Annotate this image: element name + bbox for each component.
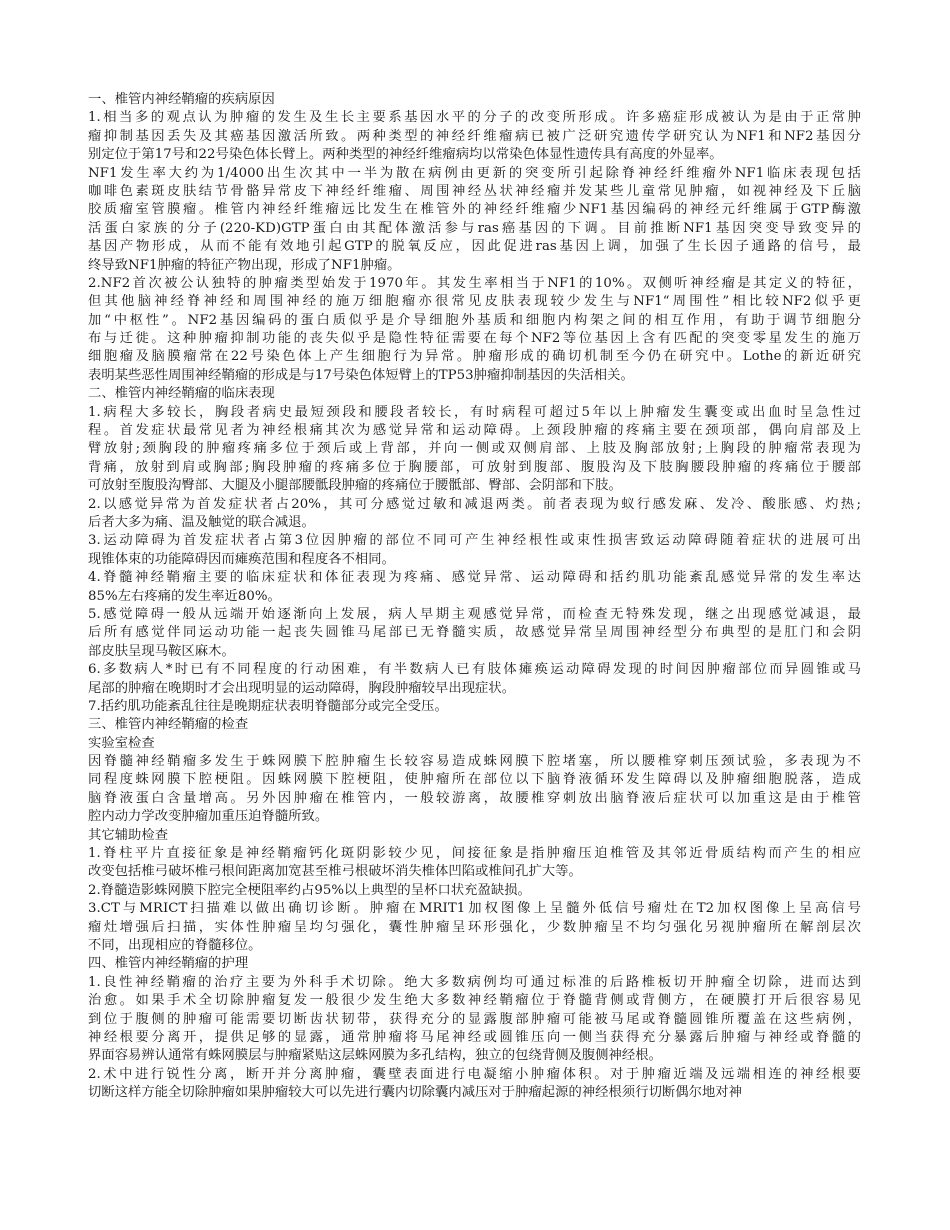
document-body	[88, 91, 861, 1102]
text-line: 5.感觉障碍一般从远端开始逐渐向上发展，病人早期主观感觉异常，而检查无特殊发现，继之出现感觉减退，最	[88, 606, 861, 622]
paragraph	[88, 661, 861, 698]
text-line: 2.术中进行锐性分离，断开并分离肿瘤，囊壁表面进行电凝缩小肿瘤体积。对于肿瘤近端及远端相连的神经根要	[88, 1066, 861, 1082]
text-line: 腔内动力学改变肿瘤加重压迫脊髓所致。	[88, 809, 329, 825]
text-line: 别定位于第17号和22号染色体长臂上。两种类型的神经纤维瘤病均以常染色体显性遗传具有高度的外显率。	[88, 147, 723, 163]
text-line: 三、椎管内神经鞘瘤的检查	[88, 717, 249, 733]
text-line: 后者大多为痛、温及触觉的联合减退。	[88, 514, 315, 530]
text-line: 布与迁徙。这种肿瘤抑制功能的丧失似乎是隐性特征需要在每个NF2等位基因上含有匹配的突变零星发生的施万	[88, 331, 861, 347]
text-line: 界面容易辨认通常有蛛网膜层与肿瘤紧贴这层蛛网膜为多孔结构，独立的包绕背侧及腹侧神经根。	[88, 1048, 662, 1064]
paragraph	[88, 1066, 861, 1103]
text-line: 4.脊髓神经鞘瘤主要的临床症状和体征表现为疼痛、感觉异常、运动障碍和括约肌功能紊乱感觉异常的发生率达	[88, 570, 861, 586]
text-line: 2.以感觉异常为首发症状者占20%，其可分感觉过敏和减退两类。前者表现为蚁行感发麻、发冷、酸胀感、灼热;	[88, 496, 861, 512]
text-line: 后所有感觉伴同运动功能一起丧失圆锥马尾部已无脊髓实质，故感觉异常呈周围神经型分布典型的是肛门和会阴	[88, 625, 861, 641]
section-heading	[88, 91, 861, 109]
text-line: NF1发生率大约为1/4000出生次其中一半为散在病例由更新的突变所引起除脊神经纤维瘤外NF1临床表现包括	[88, 165, 861, 181]
text-line: 同程度蛛网膜下腔梗阻。因蛛网膜下腔梗阻，使肿瘤所在部位以下脑脊液循环发生障碍以及肿瘤细胞脱落，造成	[88, 772, 861, 788]
text-line: 尾部的肿瘤在晚期时才会出现明显的运动障碍，胸段肿瘤较早出现症状。	[88, 680, 516, 696]
text-line: 瘤灶增强后扫描，实体性肿瘤呈均匀强化，囊性肿瘤呈环形强化，少数肿瘤呈不均匀强化另视肿瘤所在解剖层次	[88, 919, 861, 935]
text-line: 可放射至腹股沟臀部、大腿及小腿部腰骶段肿瘤的疼痛位于腰骶部、臀部、会阴部和下肢。	[88, 478, 622, 494]
text-line: 2.脊髓造影蛛网膜下腔完全梗阻率约占95%以上典型的呈杯口状充盈缺损。	[88, 882, 531, 898]
text-line: 1.良性神经鞘瘤的治疗主要为外科手术切除。绝大多数病例均可通过标准的后路椎板切开肿瘤全切除，进而达到	[88, 974, 861, 990]
text-line: 治愈。如果手术全切除肿瘤复发一般很少发生绝大多数神经鞘瘤位于脊髓背侧或背侧方，在硬膜打开后很容易见	[88, 993, 861, 1009]
section-heading	[88, 955, 861, 973]
section-heading	[88, 385, 861, 403]
paragraph	[88, 900, 861, 955]
paragraph	[88, 606, 861, 661]
section-heading	[88, 827, 861, 845]
text-line: 二、椎管内神经鞘瘤的临床表现	[88, 386, 275, 402]
paragraph	[88, 569, 861, 606]
text-line: 85%左右疼痛的发生率近80%。	[88, 588, 281, 604]
paragraph	[88, 165, 861, 275]
paragraph	[88, 109, 861, 164]
paragraph	[88, 404, 861, 496]
text-line: 表明某些恶性周围神经鞘瘤的形成是与17号染色体短臂上的TP53肿瘤抑制基因的失活相关。	[88, 367, 634, 383]
text-line: 四、椎管内神经鞘瘤的护理	[88, 956, 249, 972]
text-line: 1.病程大多较长，胸段者病史最短颈段和腰段者较长，有时病程可超过5年以上肿瘤发生囊变或出血时呈急性过	[88, 404, 861, 420]
text-line: 7.括约肌功能紊乱往往是晚期症状表明脊髓部分或完全受压。	[88, 698, 448, 714]
text-line: 活蛋白家族的分子(220-KD)GTP蛋白由其配体激活参与ras癌基因的下调。目前推断NF1基因突变导致变异的	[88, 220, 861, 236]
paragraph	[88, 496, 861, 533]
section-heading	[88, 716, 861, 734]
text-line: 因脊髓神经鞘瘤多发生于蛛网膜下腔肿瘤生长较容易造成蛛网膜下腔堵塞，所以腰椎穿刺压颈试验，多表现为不	[88, 754, 861, 770]
text-line: 终导致NF1肿瘤的特征产物出现，形成了NF1肿瘤。	[88, 257, 401, 273]
paragraph	[88, 698, 861, 716]
text-line: 背痛，放射到肩或胸部;胸段肿瘤的疼痛多位于胸腰部，可放射到腹部、腹股沟及下肢胸腰段肿瘤的疼痛位于腰部	[88, 459, 861, 475]
text-line: 切断这样方能全切除肿瘤如果肿瘤较大可以先进行囊内切除囊内减压对于肿瘤起源的神经根须行切断偶尔地对神	[88, 1085, 742, 1101]
text-line: 基因产物形成，从而不能有效地引起GTP的脱氧反应，因此促进ras基因上调，加强了生长因子通路的信号，最	[88, 239, 861, 255]
text-line: 3.CT与MRICT扫描难以做出确切诊断。肿瘤在MRIT1加权图像上呈髓外低信号瘤灶在T2加权图像上呈高信号	[88, 901, 861, 917]
paragraph	[88, 882, 861, 900]
paragraph	[88, 974, 861, 1066]
text-line: 其它辅助检查	[88, 827, 169, 843]
text-line: 臂放射;颈胸段的肿瘤疼痛多位于颈后或上背部，并向一侧或双侧肩部、上肢及胸部放射;上胸段的肿瘤常表现为	[88, 441, 861, 457]
text-line: 不同，出现相应的脊髓移位。	[88, 937, 262, 953]
text-line: 瘤抑制基因丢失及其癌基因激活所致。两种类型的神经纤维瘤病已被广泛研究遗传学研究认为NF1和NF2基因分	[88, 128, 861, 144]
text-line: 2.NF2首次被公认独特的肿瘤类型始发于1970年。其发生率相当于NF1的10%。双侧听神经瘤是其定义的特征，	[88, 275, 861, 291]
text-line: 到位于腹侧的肿瘤可能需要切断齿状韧带，获得充分的显露腹部肿瘤可能被马尾或脊髓圆锥所覆盖在这些病例，	[88, 1011, 861, 1027]
text-line: 一、椎管内神经鞘瘤的疾病原因	[88, 92, 275, 107]
text-line: 细胞瘤及脑膜瘤常在22号染色体上产生细胞行为异常。肿瘤形成的确切机制至今仍在研究中。Lothe的新近研究	[88, 349, 861, 365]
text-line: 脑脊液蛋白含量增高。另外因肿瘤在椎管内，一般较游离，故腰椎穿刺放出脑脊液后症状可以加重这是由于椎管	[88, 790, 861, 806]
text-line: 加“中枢性”。NF2基因编码的蛋白质似乎是介导细胞外基质和细胞内构架之间的相互作用，有助于调节细胞分	[88, 312, 861, 328]
text-line: 现锥体束的功能障碍因而瘫痪范围和程度各不相同。	[88, 551, 395, 567]
text-line: 1.相当多的观点认为肿瘤的发生及生长主要系基因水平的分子的改变所形成。许多癌症形成被认为是由于正常肿	[88, 110, 861, 126]
text-line: 改变包括椎弓破坏椎弓根间距离加宽甚至椎弓根破坏消失椎体凹陷或椎间孔扩大等。	[88, 864, 582, 880]
text-line: 6.多数病人*时已有不同程度的行动困难，有半数病人已有肢体瘫痪运动障碍发现的时间因肿瘤部位而异圆锥或马	[88, 662, 861, 678]
paragraph	[88, 845, 861, 882]
paragraph	[88, 753, 861, 827]
text-line: 但其他脑神经脊神经和周围神经的施万细胞瘤亦很常见皮肤表现较少发生与NF1“周围性”相比较NF2似乎更	[88, 294, 861, 310]
text-line: 1.脊柱平片直接征象是神经鞘瘤钙化斑阴影较少见，间接征象是指肿瘤压迫椎管及其邻近骨质结构而产生的相应	[88, 846, 861, 862]
paragraph	[88, 275, 861, 385]
section-heading	[88, 735, 861, 753]
text-line: 程。首发症状最常见者为神经根痛其次为感觉异常和运动障碍。上颈段肿瘤的疼痛主要在颈项部，偶向肩部及上	[88, 423, 861, 439]
text-line: 神经根要分离开，提供足够的显露，通常肿瘤将马尾神经或圆锥压向一侧当获得充分暴露后肿瘤与神经或脊髓的	[88, 1029, 861, 1045]
paragraph	[88, 532, 861, 569]
text-line: 3.运动障碍为首发症状者占第3位因肿瘤的部位不同可产生神经根性或束性损害致运动障碍随着症状的进展可出	[88, 533, 861, 549]
text-line: 胶质瘤室管膜瘤。椎管内神经纤维瘤远比发生在椎管外的神经纤维瘤少NF1基因编码的神经元纤维属于GTP酶激	[88, 202, 861, 218]
text-line: 部皮肤呈现马鞍区麻木。	[88, 643, 235, 659]
text-line: 咖啡色素斑皮肤结节骨骼异常皮下神经纤维瘤、周围神经丛状神经瘤并发某些儿童常见肿瘤，如视神经及下丘脑	[88, 183, 861, 199]
text-line: 实验室检查	[88, 735, 155, 751]
